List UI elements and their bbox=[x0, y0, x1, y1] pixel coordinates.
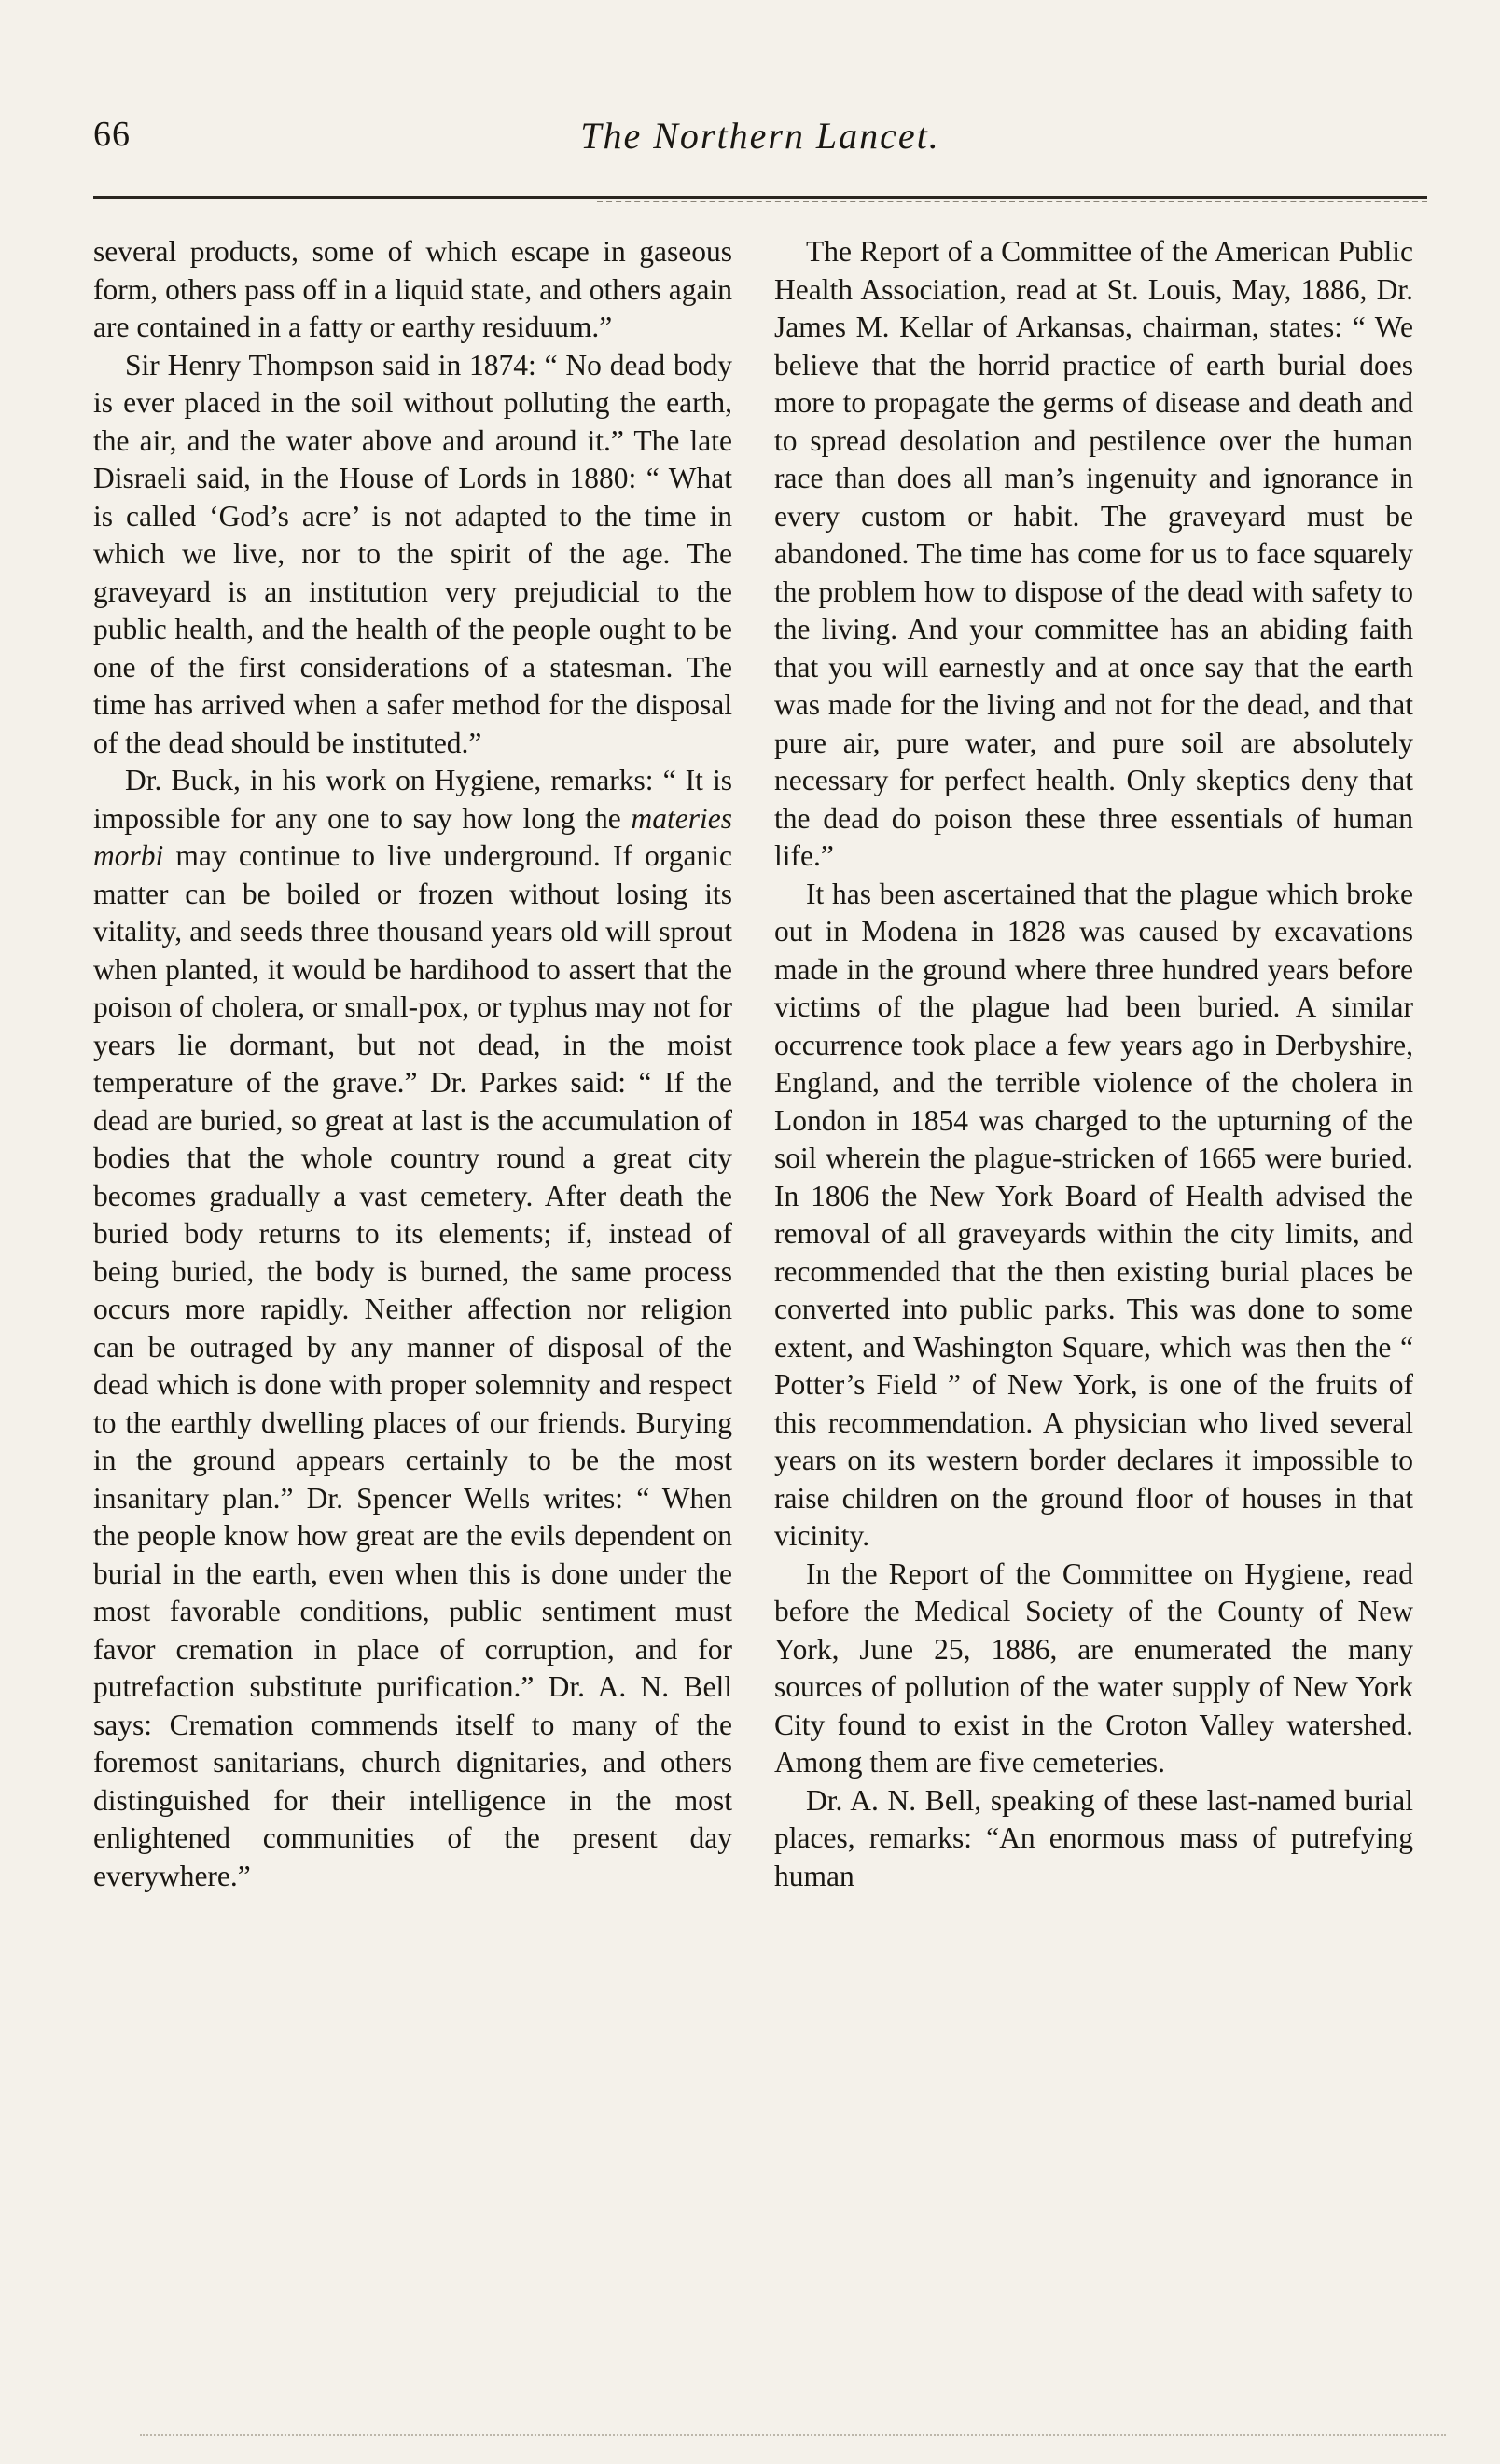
header-rule-faded bbox=[597, 201, 1427, 202]
latin-term: materies morbi bbox=[93, 801, 732, 872]
paragraph: The Report of a Committee of the American Public Health Association, read at St. Louis, May, 1886, Dr. James M. Kellar of Arkansas, chairman, states: “ We believe that the horrid practice of earth burial does more to propagate the germs of disease and death and to spread desolation and pestilence over the human race than does all man’s ingenuity and ignorance in every custom or habit. The graveyard must be abandoned. The time has come for us to face squarely the problem how to dispose of the dead with safety to the living. And your committee has an abiding faith that you will earnestly and at once say that the earth was made for the living and not for the dead, and that pure air, pure water, and pure soil are absolutely necessary for perfect health. Only skeptics deny that the dead do poison these three essentials of human life.” bbox=[774, 235, 1413, 872]
header-rule bbox=[93, 196, 1427, 199]
paragraph-text: Dr. Buck, in his work on Hygiene, remarks: “ It is impossible for any one to say how long the bbox=[93, 764, 732, 835]
paragraph: Sir Henry Thompson said in 1874: “ No dead body is ever placed in the soil without polluting the earth, the air, and the water above and around it.” The late Disraeli said, in the House of Lords in 1880: “ What is called ‘God’s acre’ is not adapted to the time in which we live, nor to the spirit of the age. The graveyard is an institution very prejudicial to the public health, and the health of the people ought to be one of the first considerations of a statesman. The time has arrived when a safer method for the disposal of the dead should be instituted.” bbox=[93, 348, 732, 759]
page-number: 66 bbox=[93, 115, 131, 154]
page-header bbox=[93, 114, 1427, 179]
paragraph bbox=[93, 762, 732, 1895]
left-column bbox=[93, 233, 732, 2266]
paragraph: Dr. A. N. Bell, speaking of these last-named burial places, remarks: “An enormous mass of putrefying human bbox=[774, 1783, 1413, 1892]
paragraph: In the Report of the Committee on Hygiene, read before the Medical Society of the County of New York, June 25, 1886, are enumerated the many sources of pollution of the water supply of New York City found to exist in the Croton Valley watershed. Among them are five cemeteries. bbox=[774, 1557, 1413, 1779]
right-column bbox=[774, 233, 1413, 2266]
paragraph: It has been ascertained that the plague which broke out in Modena in 1828 was caused by excavations made in the ground where three hundred years before victims of the plague had been buried. A similar occurrence took place a few years ago in Derbyshire, England, and the terrible violence of the cholera in London in 1854 was charged to the upturning of the soil wherein the plague-stricken of 1665 were buried. In 1806 the New York Board of Health advised the removal of all graveyards within the city limits, and recommended that the then existing burial places be converted into public parks. This was done to some extent, and Washington Square, which was then the “ Potter’s Field ” of New York, is one of the fruits of this recommendation. A physician who lived several years on its western border declares it impossible to raise children on the ground floor of houses in that vicinity. bbox=[774, 877, 1413, 1552]
paragraph: several products, some of which escape in gaseous form, others pass off in a liquid state, and others again are contained in a fatty or earthy residuum.” bbox=[93, 235, 732, 343]
paragraph-text: may continue to live underground. If organic matter can be boiled or frozen without losing its vitality, and seeds three thousand years old will sprout when planted, it would be hardihood to assert that the poison of cholera, or small-pox, or typhus may not for years lie dormant, but not dead, in the moist temperature of the grave.” Dr. Parkes said: “ If the dead are buried, so great at last is the accumulation of bodies that the whole country round a great city becomes gradually a vast cemetery. After death the buried body returns to its elements; if, instead of being buried, the body is burned, the same process occurs more rapidly. Neither affection nor religion can be outraged by any manner of disposal of the dead which is done with proper solemnity and respect to the earthly dwelling places of our friends. Burying in the ground appears certainly to be the most insanitary plan.” Dr. Spencer Wells writes: “ When the people know how great are the evils dependent on burial in the earth, even when this is done under the most favorable conditions, public sentiment must favor cremation in place of corruption, and for putrefaction substitute purification.” Dr. A. N. Bell says: Cremation commends itself to many of the foremost sanitarians, church dignitaries, and others distinguished for their intelligence in the most enlightened communities of the present day everywhere.” bbox=[93, 839, 732, 1892]
running-title: The Northern Lancet. bbox=[580, 115, 940, 157]
bottom-edge-marks bbox=[140, 2434, 1446, 2436]
